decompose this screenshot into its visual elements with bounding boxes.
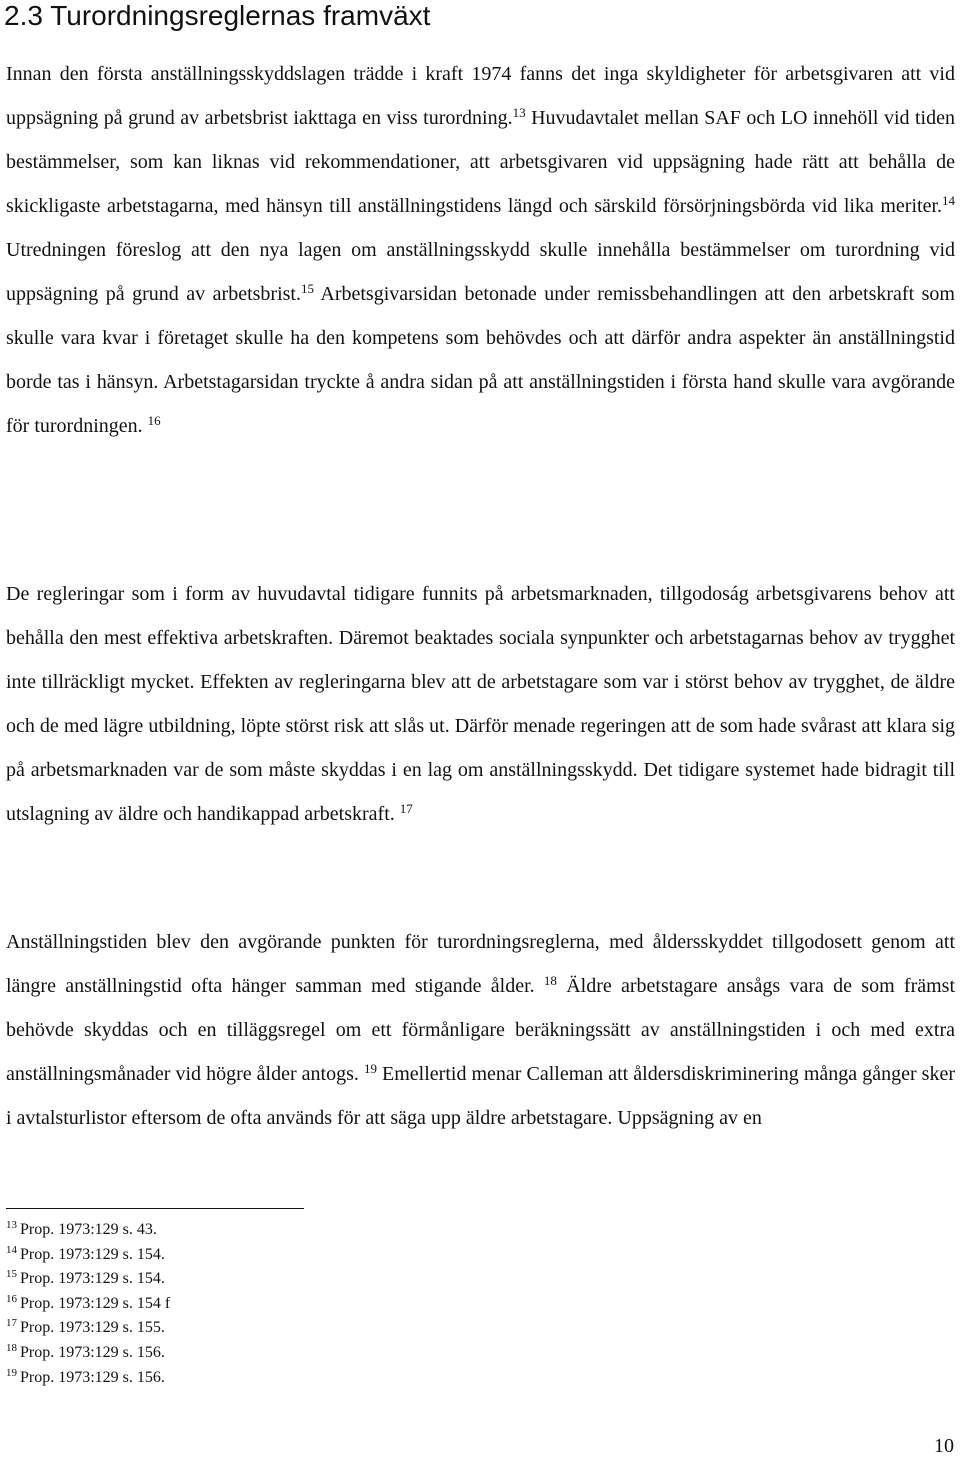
footnote-item [6,1267,170,1292]
footnote-reference: 17 [399,801,413,816]
footnote-separator [6,1208,304,1209]
paragraph-text: Arbetsgivarsidan betonade under remissbehandlingen att den arbetskraft som skulle vara kvar i företaget skulle ha den kompetens som behövdes och att därför andra aspekter än anställningstid borde tas i hänsyn. Arbetstagarsidan tryckte å andra sidan på att anställningstiden i första hand skulle vara avgörande för turordningen. [6,283,955,437]
section-heading: 2.3 Turordningsreglernas framväxt [4,0,431,31]
footnote-item [6,1366,170,1391]
footnote-text: Prop. 1973:129 s. 43. [20,1221,157,1238]
footnote-item [6,1292,170,1317]
paragraph-text: Huvudavtalet mellan SAF och LO innehöll vid tiden bestämmelser, som kan liknas vid rekommendationer, att arbetsgivaren vid uppsägning hade rätt att behålla de skickligaste arbetstagarna, med hänsyn till anställningstidens längd och särskild försörjningsbörda vid lika meriter. [6,107,955,217]
paragraph-text: Anställningstiden blev den avgörande punkten för turordningsreglerna, med åldersskyddet tillgodosett genom att längre anställningstid ofta hänger samman med stigande ålder. [6,931,955,997]
footnote-item [6,1218,170,1243]
paragraph-3 [6,920,955,1140]
paragraph-1 [6,52,955,448]
paragraph-text: Innan den första anställningsskyddslagen trädde i kraft 1974 fanns det inga skyldigheter för arbetsgivaren att vid uppsägning på grund av arbetsbrist iakttaga en viss turordning. [6,63,955,129]
footnote-text: Prop. 1973:129 s. 155. [20,1319,165,1337]
footnote-item [6,1341,170,1366]
paragraph-text: Äldre arbetstagare ansågs vara de som främst behövde skyddas och en tilläggsregel om ett förmånligare beräkningssätt av anställningstiden i och med extra anställningsmånader vid högre ålder antogs. [6,975,956,1085]
footnote-number: 17 [6,1317,17,1330]
page-number: 10 [934,1435,954,1457]
footnote-reference: 14 [942,193,955,208]
footnote-text: Prop. 1973:129 s. 154. [20,1245,165,1263]
footnote-number: 14 [6,1243,17,1256]
footnote-text: Prop. 1973:129 s. 154. [20,1270,165,1288]
footnote-reference: 13 [512,105,526,120]
footnote-number: 19 [6,1366,17,1379]
footnote-reference: 15 [300,281,314,296]
footnote-item [6,1316,170,1341]
paragraph-text: De regleringar som i form av huvudavtal tidigare funnits på arbetsmarknaden, tillgodoság arbetsgivarens behov att behålla den mest effektiva arbetskraften. Däremot beaktades sociala synpunkter och arbetstagarnas behov av trygghet inte tillräckligt mycket. Effekten av regleringarna blev att de arbetstagare som var i störst behov av trygghet, de äldre och de med lägre utbildning, löpte störst risk att slås ut. Därför menade regeringen att de som hade svårast att klara sig på arbetsmarknaden var de som måste skyddas i en lag om anställningsskydd. Det tidigare systemet hade bidragit till utslagning av äldre och handikappad arbetskraft. [6,583,955,825]
footnote-reference: 16 [147,413,161,428]
footnote-number: 13 [6,1219,17,1231]
footnote-reference: 19 [363,1061,377,1076]
footnote-number: 18 [6,1341,17,1354]
footnote-item [6,1243,170,1268]
footnote-number: 15 [6,1268,17,1281]
footnote-text: Prop. 1973:129 s. 156. [20,1368,165,1386]
paragraph-2 [6,572,955,836]
footnote-text: Prop. 1973:129 s. 154 f [20,1294,171,1312]
footnote-text: Prop. 1973:129 s. 156. [20,1343,165,1361]
paragraph-text: Emellertid menar Calleman att åldersdiskriminering många gånger sker i avtalsturlistor eftersom de ofta används för att säga upp äldre arbetstagare. Uppsägning av en [6,1063,955,1129]
paragraph-text: Utredningen föreslog att den nya lagen om anställningsskydd skulle innehålla bestämmelser om turordning vid uppsägning på grund av arbetsbrist. [6,239,955,305]
footnote-number: 16 [6,1292,17,1305]
footnote-reference: 18 [543,973,557,988]
footnote-list [6,1218,170,1390]
